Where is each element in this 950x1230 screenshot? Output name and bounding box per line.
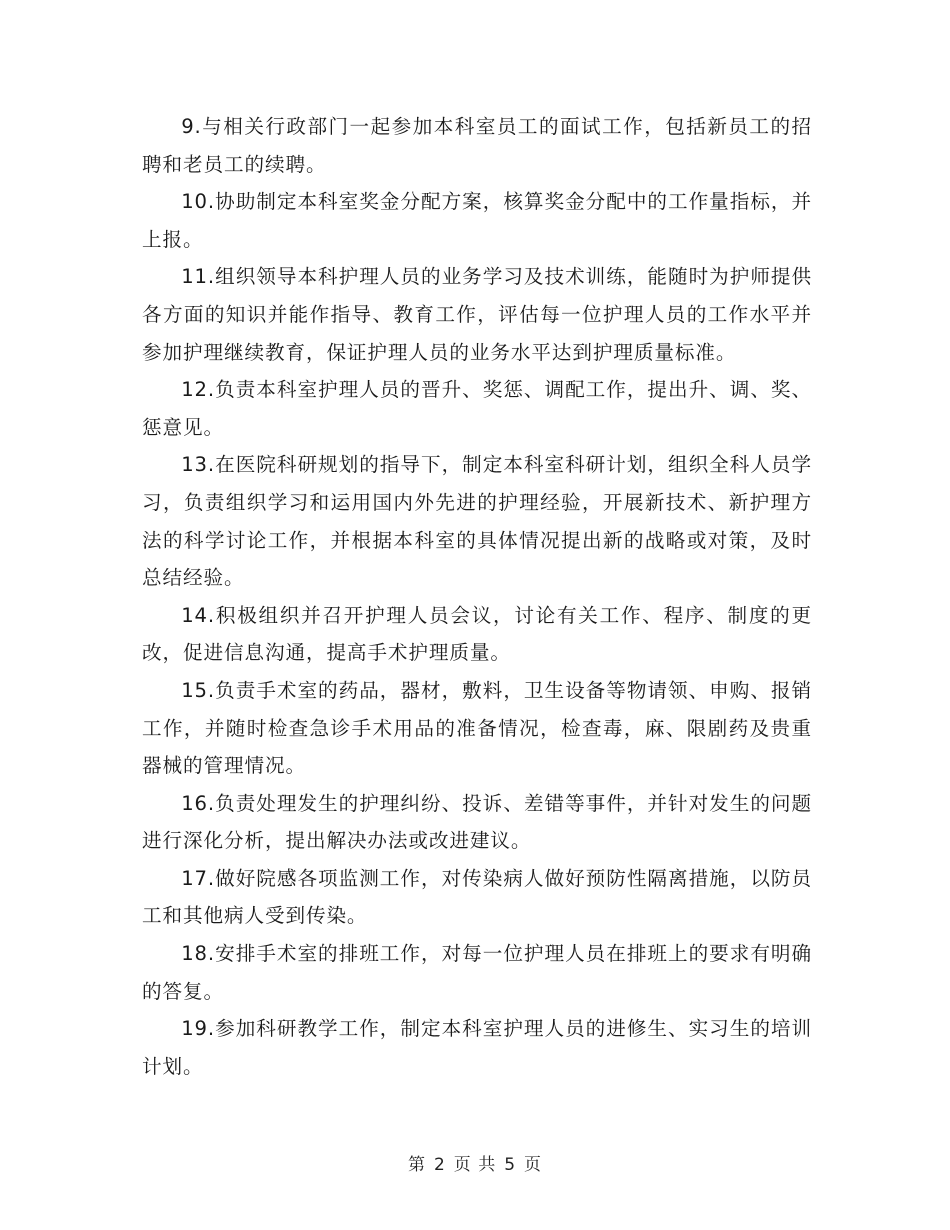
paragraph-10: 10.协助制定本科室奖金分配方案，核算奖金分配中的工作量指标，并上报。 — [142, 190, 812, 251]
paragraph-14: 14.积极组织并召开护理人员会议，讨论有关工作、程序、制度的更改，促进信息沟通，提高手术护理质量。 — [142, 603, 812, 665]
paragraph-12: 12.负责本科室护理人员的晋升、奖惩、调配工作，提出升、调、奖、惩意见。 — [142, 378, 812, 439]
page-label-prefix: 第 — [407, 1155, 426, 1175]
paragraph-19: 19.参加科研教学工作，制定本科室护理人员的进修生、实习生的培训计划。 — [142, 1017, 812, 1078]
total-pages-number: 5 — [504, 1155, 517, 1175]
paragraph-15: 15.负责手术室的药品，器材，敷料，卫生设备等物请领、申购、报销工作，并随时检查急诊手术用品的准备情况，检查毒，麻、限剧药及贵重器械的管理情况。 — [142, 678, 812, 778]
page-label-suffix: 页 — [524, 1155, 543, 1175]
paragraph-9: 9.与相关行政部门一起参加本科室员工的面试工作，包括新员工的招聘和老员工的续聘。 — [142, 115, 812, 176]
paragraph-16: 16.负责处理发生的护理纠纷、投诉、差错等事件，并针对发生的问题进行深化分析，提出解决办法或改进建议。 — [142, 791, 812, 853]
page-number-footer — [0, 1153, 950, 1177]
paragraph-11: 11.组织领导本科护理人员的业务学习及技术训练，能随时为护师提供各方面的知识并能作指导、教育工作，评估每一位护理人员的工作水平并参加护理继续教育，保证护理人员的业务水平达到护理质量标准。 — [142, 265, 812, 364]
current-page-number: 2 — [433, 1155, 446, 1175]
paragraph-17: 17.做好院感各项监测工作，对传染病人做好预防性隔离措施，以防员工和其他病人受到传染。 — [142, 866, 812, 928]
page-label-middle: 页 共 — [453, 1155, 497, 1175]
paragraph-13: 13.在医院科研规划的指导下，制定本科室科研计划，组织全科人员学习，负责组织学习和运用国内外先进的护理经验，开展新技术、新护理方法的科学讨论工作，并根据本科室的具体情况提出新的战略或对策，及时总结经验。 — [142, 453, 812, 590]
paragraph-18: 18.安排手术室的排班工作，对每一位护理人员在排班上的要求有明确的答复。 — [142, 942, 812, 1003]
document-body — [142, 108, 812, 1085]
